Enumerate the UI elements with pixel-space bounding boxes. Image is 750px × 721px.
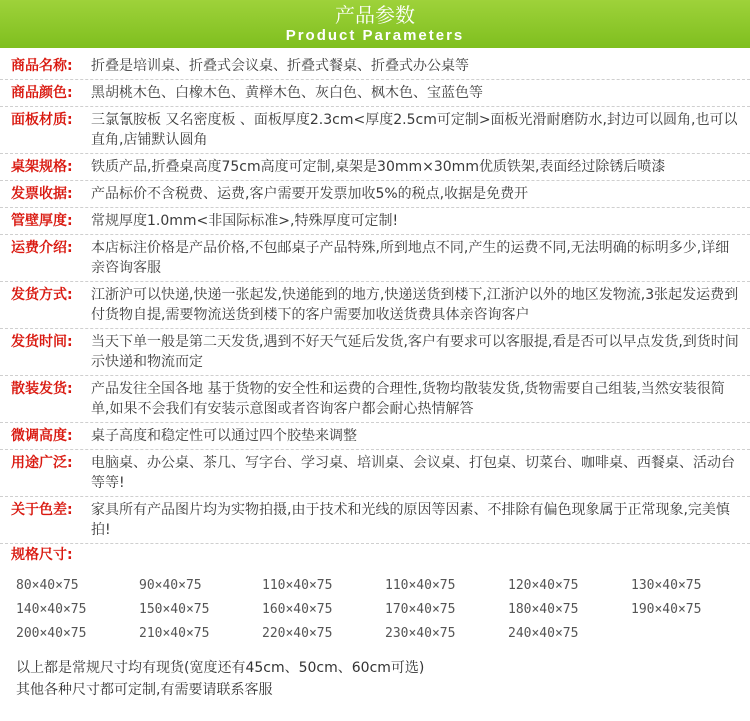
param-row [0,497,750,544]
header-banner [0,0,750,48]
param-label: 微调高度: [11,428,73,444]
size-item: 230×40×75 [385,626,456,641]
param-value: 产品发往全国各地 基于货物的安全性和运费的合理性,货物均散装发货,货物需要自己组装,当然安装很简单,如果不会我们有安装示意图或者咨询客户都会耐心热情解答 [91,381,725,417]
param-value: 黑胡桃木色、白橡木色、黄榉木色、灰白色、枫木色、宝蓝色等 [91,85,483,101]
param-label: 运费介绍: [11,240,73,256]
param-row [0,80,750,107]
param-label: 发票收据: [11,186,73,202]
param-value: 江浙沪可以快递,快递一张起发,快递能到的地方,快递送货到楼下,江浙沪以外的地区发物流,3张起发运费到付货物自提,需要物流送货到楼下的客户需要加收送货费具体亲咨询客户 [91,287,739,323]
size-item: 80×40×75 [16,578,79,593]
size-item: 110×40×75 [385,578,456,593]
param-value: 桌子高度和稳定性可以通过四个胶垫来调整 [91,428,357,444]
parameter-list [0,53,750,566]
param-value: 折叠是培训桌、折叠式会议桌、折叠式餐桌、折叠式办公桌等 [91,58,469,74]
param-label: 管壁厚度: [11,213,73,229]
param-row [0,107,750,154]
sizes-label: 规格尺寸: [11,547,73,563]
page-title: 产品参数 [335,3,415,27]
param-row [0,376,750,423]
size-item: 190×40×75 [631,602,702,617]
size-item: 140×40×75 [16,602,87,617]
param-label: 商品名称: [11,58,73,74]
param-label: 散装发货: [11,381,73,397]
param-value: 铁质产品,折叠桌高度75cm高度可定制,桌架是30mm×30mm优质铁架,表面经过除锈后喷漆 [91,159,666,175]
size-item: 180×40×75 [508,602,579,617]
size-item: 130×40×75 [631,578,702,593]
param-label: 面板材质: [11,112,73,128]
size-item: 90×40×75 [139,578,202,593]
custom-note: 其他各种尺寸都可定制,有需要请联系客服 [16,682,273,698]
param-value: 家具所有产品图片均为实物拍摄,由于技术和光线的原因等因素、不排除有偏色现象属于正常现象,完美慎拍! [91,502,730,538]
param-value: 常规厚度1.0mm<非国际标准>,特殊厚度可定制! [91,213,399,229]
size-note: 以上都是常规尺寸均有现货(宽度还有45cm、50cm、60cm可选) [16,660,425,676]
param-row [0,329,750,376]
param-row [0,181,750,208]
param-row [0,423,750,450]
param-label: 发货方式: [11,287,73,303]
size-item: 170×40×75 [385,602,456,617]
param-label: 桌架规格: [11,159,73,175]
param-value: 本店标注价格是产品价格,不包邮桌子产品特殊,所到地点不同,产生的运费不同,无法明确的标明多少,详细亲咨询客服 [91,240,730,276]
param-value: 产品标价不含税费、运费,客户需要开发票加收5%的税点,收据是免费开 [91,186,529,202]
size-item: 120×40×75 [508,578,579,593]
size-item: 150×40×75 [139,602,210,617]
param-row [0,235,750,282]
size-item: 110×40×75 [262,578,333,593]
param-value: 电脑桌、办公桌、茶几、写字台、学习桌、培训桌、会议桌、打包桌、切菜台、咖啡桌、西餐桌、活动台等等! [91,455,735,491]
size-grid [16,578,746,641]
param-row [0,450,750,497]
page-subtitle: Product Parameters [285,27,465,44]
size-item: 210×40×75 [139,626,210,641]
param-label: 发货时间: [11,334,73,350]
param-label: 关于色差: [11,502,73,518]
size-item: 200×40×75 [16,626,87,641]
param-value: 当天下单一般是第二天发货,遇到不好天气延后发货,客户有要求可以客服提,看是否可以早点发货,到货时间示快递和物流而定 [91,334,739,370]
param-row [0,208,750,235]
size-item: 220×40×75 [262,626,333,641]
param-row [0,154,750,181]
size-item: 160×40×75 [262,602,333,617]
param-value: 三氯氰胺板 又名密度板 、面板厚度2.3cm<厚度2.5cm可定制>面板光滑耐磨防水,封边可以圆角,也可以直角,店铺默认圆角 [91,112,738,148]
size-item: 240×40×75 [508,626,579,641]
param-row [0,282,750,329]
param-label: 商品颜色: [11,85,73,101]
param-label: 用途广泛: [11,455,73,471]
param-row [0,53,750,80]
